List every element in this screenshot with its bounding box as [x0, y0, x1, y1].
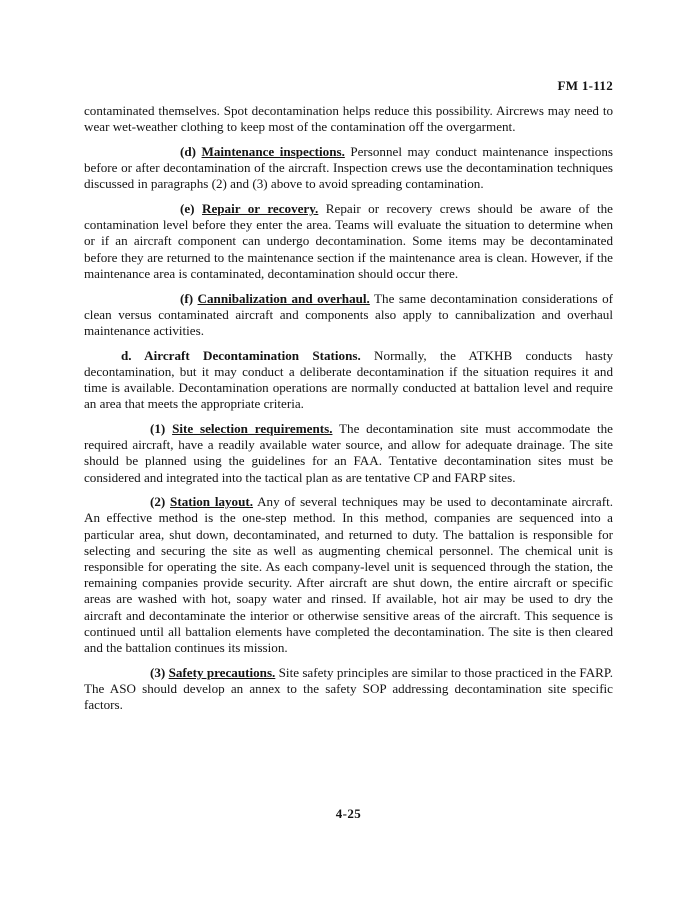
paragraph-heading-run: Maintenance inspections.	[201, 143, 345, 159]
paragraph-text-run: The same decontamination considerations of clean versus contaminated aircraft and components also apply to cannibalization and overhaul maintenance activities.	[84, 290, 613, 338]
paragraph-heading-run: Safety precautions.	[168, 664, 276, 680]
paragraph	[84, 291, 613, 340]
doc-number-header: FM 1-112	[557, 78, 613, 93]
paragraph	[84, 421, 613, 486]
document-body	[84, 103, 613, 713]
paragraph-heading-run: (2)	[150, 494, 171, 510]
paragraph-text-run: Repair or recovery crews should be aware of the contamination level before they enter the area. Teams will evaluate the situation to determine when or if an aircraft component can undergo decontamination. Some items may be decontaminated before they are returned to the maintenance section if the maintenance area is clean. However, if the maintenance area is contaminated, decontamination should occur there.	[84, 201, 613, 281]
paragraph-heading-run: (f)	[180, 290, 198, 306]
paragraph-text-run: Normally, the ATKHB conducts hasty decontamination, but it may conduct a deliberate decontamination if the situation requires it and time is available. Decontamination operations are normally conducted at battalion level and require an area that meets the appropriate criteria.	[84, 347, 614, 412]
paragraph	[84, 201, 613, 282]
paragraph	[84, 494, 613, 656]
page-number-footer: 4-25	[335, 806, 362, 821]
paragraph-heading-run: Site selection requirements.	[172, 420, 333, 436]
paragraph	[84, 144, 613, 193]
paragraph-heading-run: (1)	[150, 420, 173, 436]
paragraph	[84, 103, 613, 135]
paragraph-heading-run: (d)	[180, 143, 202, 159]
paragraph-text-run: Any of several techniques may be used to decontaminate aircraft. An effective method is the one-step method. In this method, companies are sequenced into a particular area, shut down, decontaminated, and returned to duty. The battalion is responsible for selecting and securing the site as well as augmenting chemical personnel. The chemical unit is responsible for operating the site. As each company-level unit is sequenced through the station, the remaining companies provide security. After aircraft are shut down, the entire aircraft or specific areas are washed with hot, soapy water and rinsed. If available, hot air may be used to dry the aircraft and decontaminate the interior or otherwise sensitive areas of the aircraft. This sequence is continued until all battalion elements have completed the decontamination. The site is then cleared and the battalion continues its mission.	[84, 494, 614, 656]
paragraph-heading-run: Repair or recovery.	[201, 201, 319, 217]
paragraph-heading-run: Station layout.	[170, 494, 254, 510]
paragraph-heading-run: (3)	[150, 664, 169, 680]
paragraph-heading-run: Cannibalization and overhaul.	[197, 290, 370, 306]
paragraph-text-run: Site safety principles are similar to those practiced in the FARP. The ASO should develop an annex to the safety SOP addressing decontamination site specific factors.	[84, 664, 613, 713]
paragraph-heading-run: Aircraft Decontamination Stations.	[144, 347, 361, 363]
paragraph-heading-run: d.	[121, 347, 145, 363]
paragraph-text-run: contaminated themselves. Spot decontamination helps reduce this possibility. Aircrews may need to wear wet-weather clothing to keep most of the contamination off the overgarment.	[84, 103, 613, 135]
paragraph-heading-run: (e)	[180, 201, 202, 217]
paragraph-text-run: The decontamination site must accommodate the required aircraft, have a readily available water source, and allow for adequate drainage. The site should be planned using the guidelines for an FAA. Tentative decontamination sites must be considered and integrated into the tactical plan as are tentative CP and FARP sites.	[84, 420, 613, 485]
paragraph	[84, 665, 613, 714]
paragraph-text-run: Personnel may conduct maintenance inspections before or after decontamination of the aircraft. Inspection crews use the decontamination techniques discussed in paragraphs (2) and (3) above to avoid spreading contamination.	[84, 143, 613, 192]
paragraph	[84, 348, 613, 413]
